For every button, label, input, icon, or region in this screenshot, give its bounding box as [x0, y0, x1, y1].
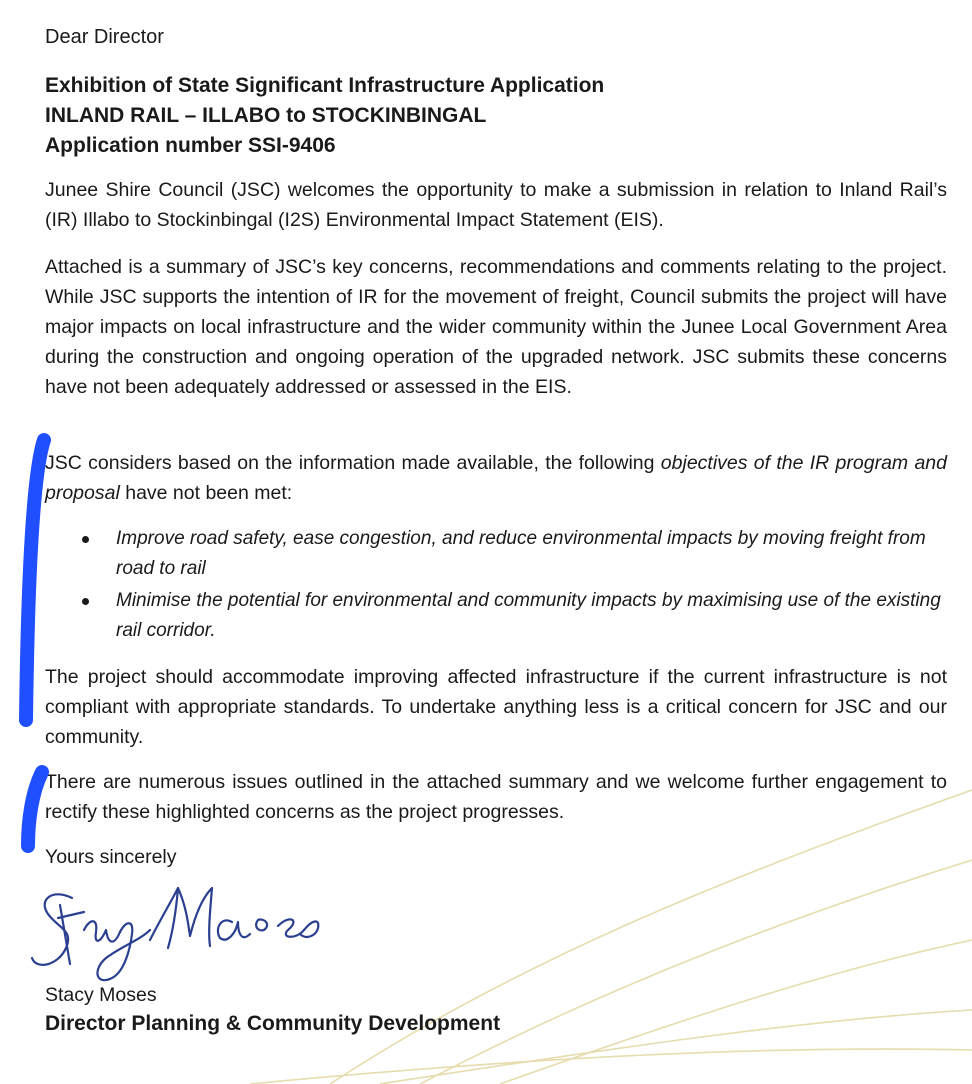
- objectives-text-end: have not been met:: [119, 482, 293, 504]
- paragraph-intro: Junee Shire Council (JSC) welcomes the opportunity to make a submission in relation to Inland Rail’s (IR) Illabo to Stockinbingal (I2S) Environmental Impact Statement (EIS).: [45, 179, 947, 231]
- subject-line-1: Exhibition of State Significant Infrastructure Application: [45, 74, 605, 97]
- paragraph-concerns: Attached is a summary of JSC’s key concerns, recommendations and comments relating to the project. While JSC supports the intention of IR for the movement of freight, Council submits the project will have major impacts on local infrastructure and the wider community within the Junee Local Government Area during the construction and ongoing operation of the upgraded network. JSC submits these concerns have not been adequately addressed or assessed in the EIS.: [45, 256, 947, 398]
- paragraph-infrastructure: The project should accommodate improving affected infrastructure if the current infrastructure is not compliant with appropriate standards. To undertake anything less is a critical concern for JSC and our community.: [45, 666, 947, 748]
- objectives-text-start: JSC considers based on the information made available, the following: [45, 452, 661, 474]
- signer-title: Director Planning & Community Development: [45, 1012, 501, 1035]
- closing: Yours sincerely: [45, 846, 177, 868]
- subject-line-2: INLAND RAIL – ILLABO to STOCKINBINGAL: [45, 104, 487, 127]
- objectives-emphasis: objectives of the IR program and proposal: [45, 452, 947, 504]
- salutation: Dear Director: [45, 26, 164, 48]
- list-item-text: Improve road safety, ease congestion, and reduce environmental impacts by moving freight from road to rail: [116, 528, 926, 579]
- subject-line-3: Application number SSI-9406: [45, 134, 336, 157]
- paragraph-engagement: There are numerous issues outlined in the attached summary and we welcome further engagement to rectify these highlighted concerns as the project progresses.: [45, 771, 947, 823]
- signer-name: Stacy Moses: [45, 984, 157, 1006]
- list-item-text: Minimise the potential for environmental and community impacts by maximising use of the existing rail corridor.: [116, 590, 941, 641]
